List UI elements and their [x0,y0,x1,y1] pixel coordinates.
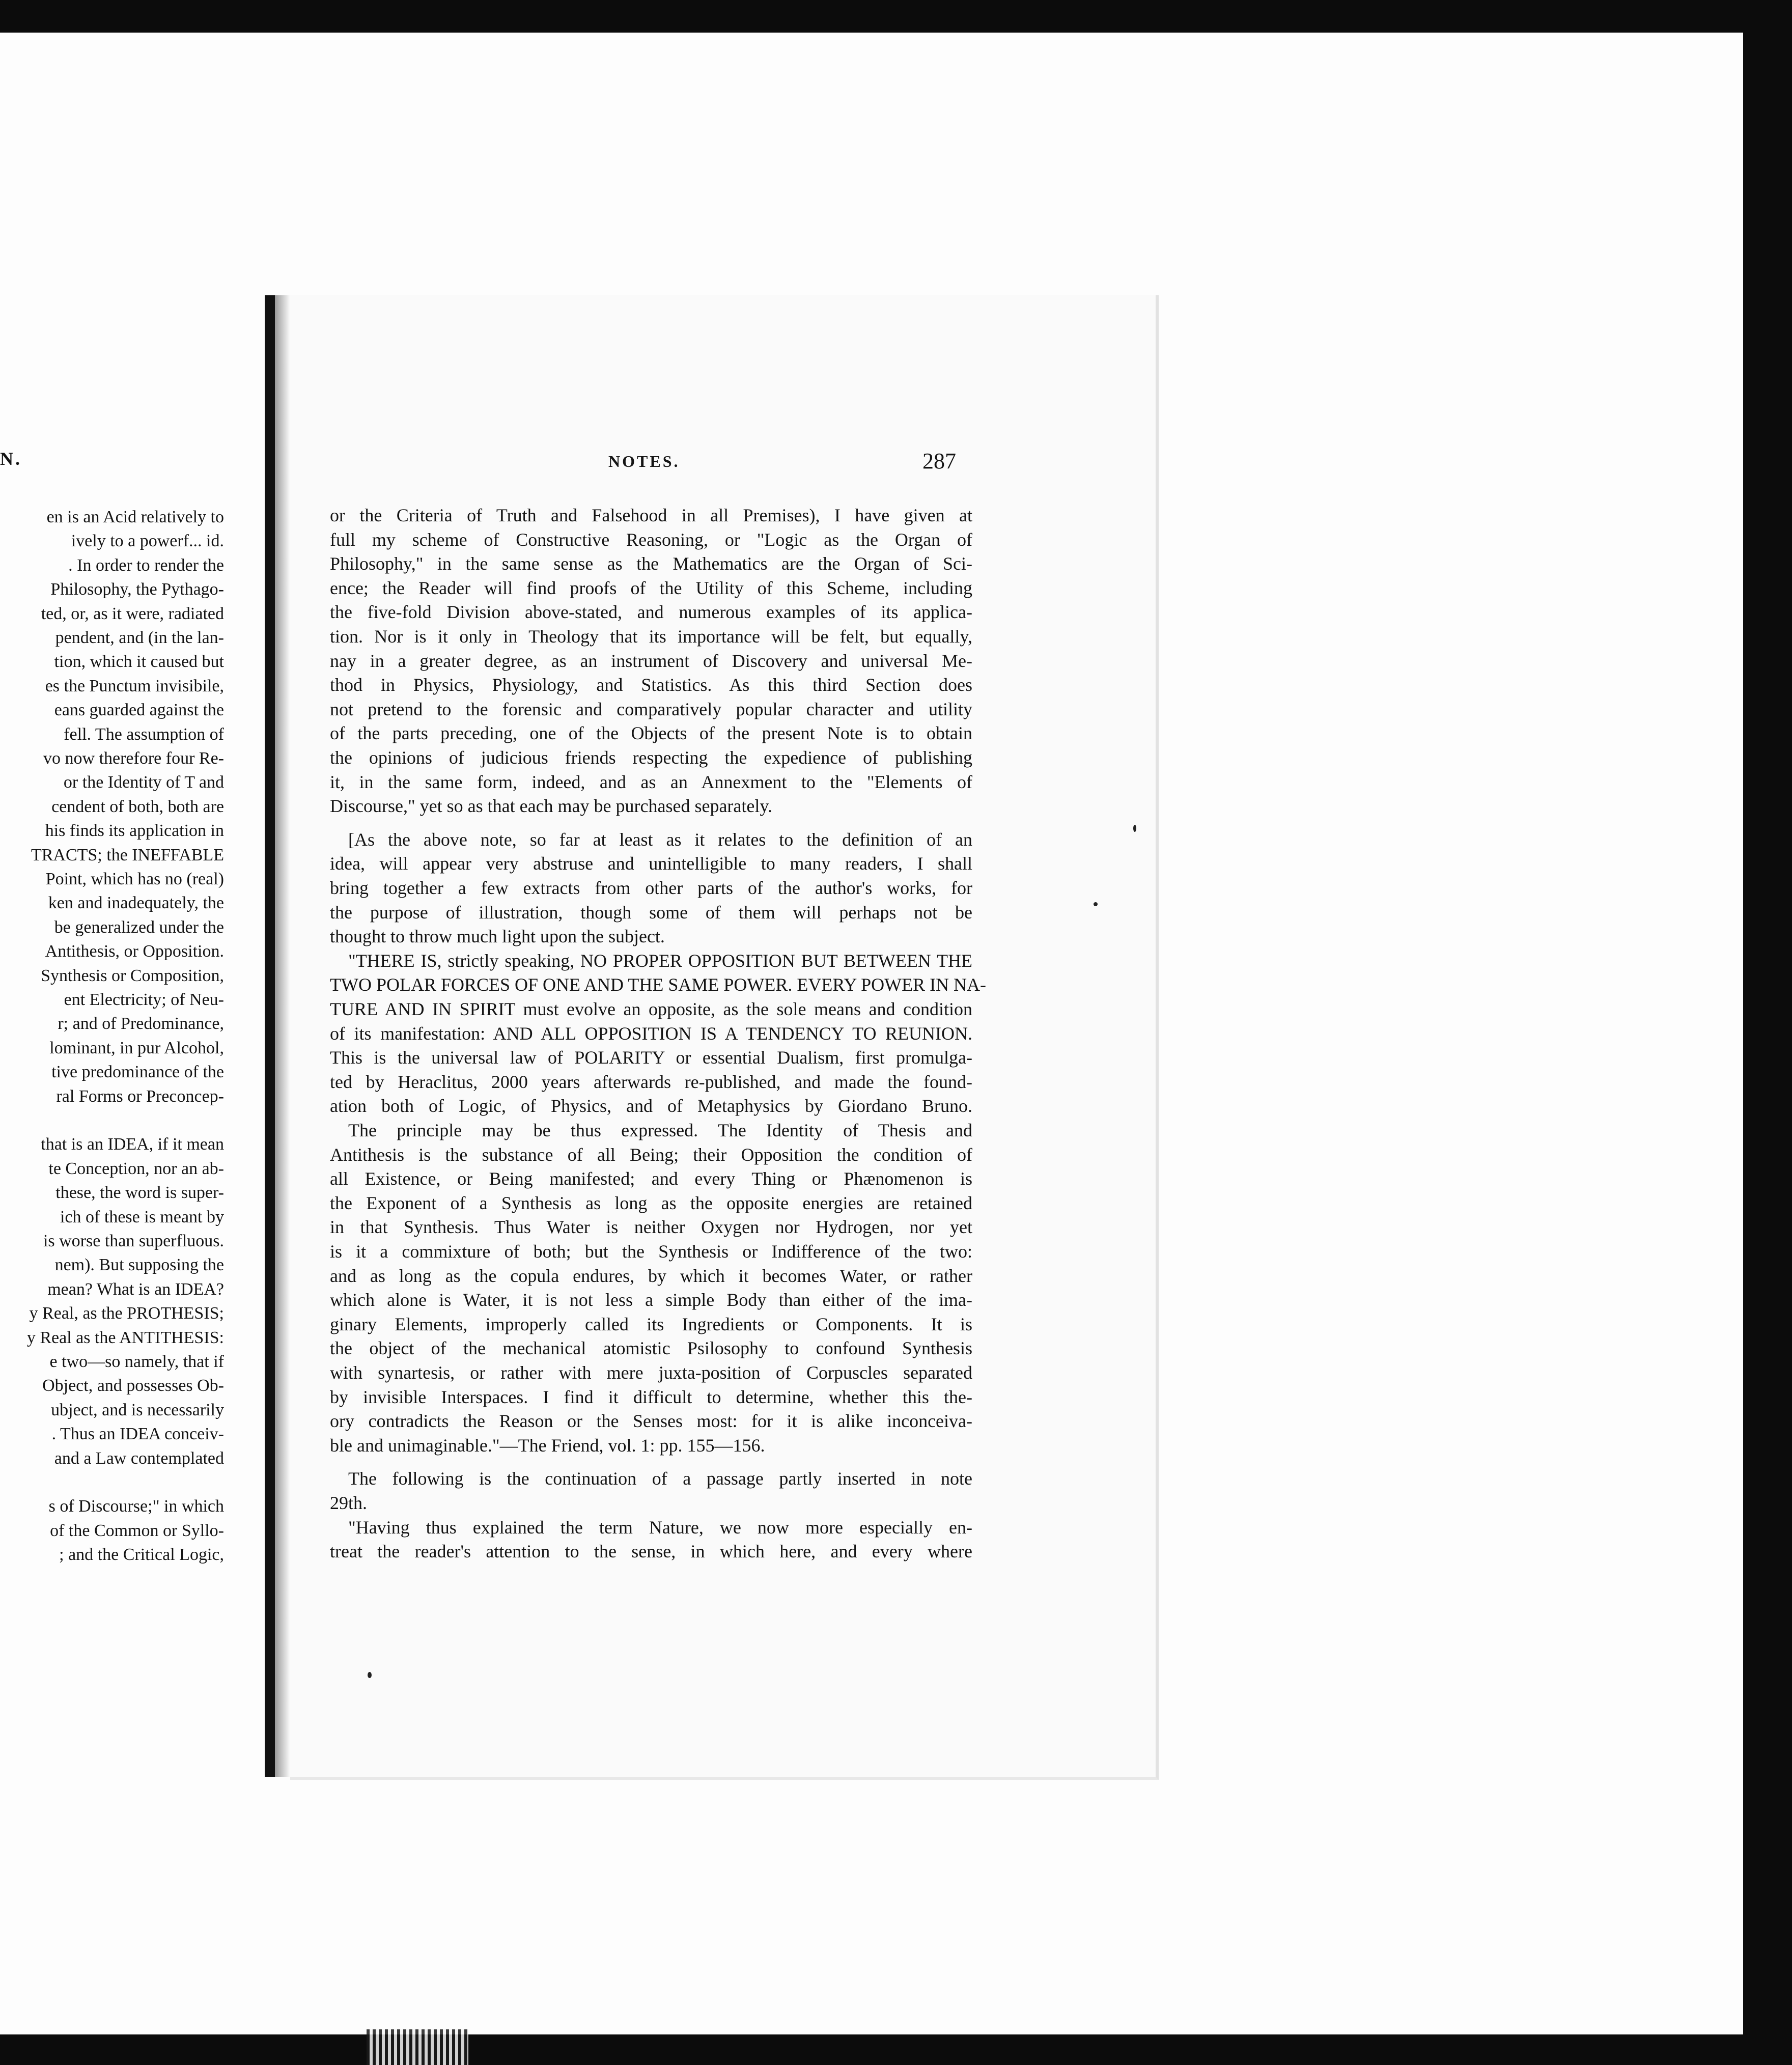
left-text-line: nem). But supposing the [54,1255,224,1275]
left-text-line [0,1108,224,1132]
left-text-line: ken and inadequately, the [48,894,224,913]
left-text-line: eans guarded against the [54,701,224,720]
text-line: thod in Physics, Physiology, and Statistics. As this third Section does [330,675,972,695]
text-line: tion. Nor is it only in Theology that its importance will be felt, but equally, [330,626,972,647]
left-text-line: ively to a powerf... id. [71,532,224,551]
left-text-line: of the Common or Syllo- [50,1521,224,1540]
left-text-line: these, the word is super- [55,1183,224,1203]
text-line: it, in the same form, indeed, and as an Annexment to the "Elements of [330,771,972,792]
text-line: ence; the Reader will find proofs of the Utility of this Scheme, including [330,577,972,598]
text-line: "Having thus explained the term Nature, we now more especially en- [348,1517,972,1538]
text-line: or the Criteria of Truth and Falsehood in all Premises), I have given at [330,505,972,525]
left-text-line: es the Punctum invisibile, [45,676,224,695]
text-line: in that Synthesis. Thus Water is neither Oxygen nor Hydrogen, nor yet [330,1217,972,1238]
text-line: by invisible Interspaces. I find it difficult to determine, whether this the- [330,1386,972,1407]
text-line: The following is the continuation of a passage partly inserted in note [348,1468,972,1489]
text-line: bring together a few extracts from other parts of the author's works, for [330,878,972,898]
left-running-head: N. [0,449,22,469]
left-text-line: te Conception, nor an ab- [48,1159,224,1178]
text-line: is it a commixture of both; but the Synthesis or Indifference of the two: [330,1241,972,1262]
left-text-line: TRACTS; the INEFFABLE [31,845,224,864]
text-line: the opinions of judicious friends respecting the expedience of publishing [330,747,972,768]
text-line: with synartesis, or rather with mere juxta-position of Corpuscles separated [330,1362,972,1383]
left-text-line: or the Identity of T and [63,773,224,792]
text-line: the object of the mechanical atomistic Psilosophy to confound Synthesis [330,1338,972,1359]
text-line: thought to throw much light upon the subject. [330,926,665,947]
text-line: the purpose of illustration, though some of them will perhaps not be [330,902,972,923]
left-text-line: ich of these is meant by [60,1207,224,1226]
spine-shadow [275,295,290,1777]
left-text-line: y Real as the ANTITHESIS: [26,1328,224,1347]
left-text-line: Philosophy, the Pythago- [50,580,224,599]
scan-speck [1133,825,1136,832]
text-line: The principle may be thus expressed. The Identity of Thesis and [348,1120,972,1140]
text-line: This is the universal law of POLARITY or essential Dualism, first promulga- [330,1047,972,1068]
left-text-line: y Real, as the PROTHESIS; [29,1304,224,1323]
left-text-line: Antithesis, or Opposition. [45,942,224,961]
left-text-line: that is an IDEA, if it mean [41,1135,224,1154]
left-text-line: tion, which it caused but [54,652,224,672]
page-number: 287 [922,449,956,473]
text-line: [As the above note, so far at least as it relates to the definition of an [348,829,972,850]
text-line: the five-fold Division above-stated, and numerous examples of its applica- [330,602,972,623]
text-line: ation both of Logic, of Physics, and of Metaphysics by Giordano Bruno. [330,1096,972,1117]
text-line: ted by Heraclitus, 2000 years afterwards re-published, and made the found- [330,1071,972,1092]
left-text-line: . Thus an IDEA conceiv- [51,1425,224,1444]
left-text-line: fell. The assumption of [64,724,224,744]
scan-frame-top [0,0,1792,33]
left-text-line: Object, and possesses Ob- [42,1376,224,1396]
text-line: Discourse," yet so as that each may be purchased separately. [330,796,773,817]
left-text-line: Synthesis or Composition, [41,966,224,985]
left-text-line: ted, or, as it were, radiated [41,604,224,623]
text-line: of its manifestation: AND ALL OPPOSITION IS A TENDENCY TO REUNION. [330,1023,972,1044]
left-text-line: pendent, and (in the lan- [55,628,224,647]
left-text-line: vo now therefore four Re- [43,749,224,768]
left-text-line: be generalized under the [54,917,224,937]
left-text-line: en is an Acid relatively to [46,508,224,526]
left-text-line: his finds its application in [45,821,224,841]
text-line: and as long as the copula endures, by which it becomes Water, or rather [330,1265,972,1286]
left-text-line: Point, which has no (real) [45,870,224,888]
left-text-line: ubject, and is necessarily [51,1400,224,1419]
text-line: 29th. [330,1493,368,1513]
text-line: ory contradicts the Reason or the Senses most: for it is alike inconceiva- [330,1411,972,1432]
text-line: ginary Elements, improperly called its Ingredients or Components. It is [330,1314,972,1334]
left-text-line: ent Electricity; of Neu- [64,990,224,1009]
text-line: the Exponent of a Synthesis as long as the opposite energies are retained [330,1192,972,1213]
text-line: nay in a greater degree, as an instrument of Discovery and universal Me- [330,650,972,671]
left-text-line: s of Discourse;" in which [48,1497,224,1516]
left-text-line: and a Law contemplated [54,1448,224,1468]
left-text-line: r; and of Predominance, [58,1014,224,1034]
scan-speck [368,1672,372,1678]
book-spine [265,295,275,1777]
left-text-line: cendent of both, both are [51,797,224,816]
left-text-line: is worse than superfluous. [43,1232,224,1250]
left-text-line: tive predominance of the [51,1063,224,1082]
text-line: full my scheme of Constructive Reasoning, or "Logic as the Organ of [330,529,972,550]
left-text-line: . In order to render the [68,555,224,575]
text-line: idea, will appear very abstruse and unintelligible to many readers, I shall [330,853,972,874]
scan-frame-right [1743,0,1792,2065]
left-text-line: mean? What is an IDEA? [47,1279,224,1299]
text-line: treat the reader's attention to the sense, in which here, and every where [330,1541,972,1562]
text-line: TWO POLAR FORCES OF ONE AND THE SAME POWER. EVERY POWER IN NA- [330,974,987,995]
running-head: NOTES. [608,452,680,470]
text-line: Antithesis is the substance of all Being; their Opposition the condition of [330,1144,972,1165]
text-line: Philosophy," in the same sense as the Mathematics are the Organ of Sci- [330,553,972,574]
scan-speck [1094,902,1098,906]
text-line: all Existence, or Being manifested; and every Thing or Phænomenon is [330,1168,972,1189]
text-line: not pretend to the forensic and comparatively popular character and utility [330,699,972,719]
text-line: TURE AND IN SPIRIT must evolve an opposite, as the sole means and condition [330,999,972,1019]
text-line: "THERE IS, strictly speaking, NO PROPER OPPOSITION BUT BETWEEN THE [348,950,972,971]
left-text-line: ; and the Critical Logic, [59,1545,224,1565]
left-text-line: e two—so namely, that if [49,1352,224,1371]
text-line: which alone is Water, it is not less a simple Body than either of the ima- [330,1290,972,1310]
left-text-line: lominant, in pur Alcohol, [49,1038,224,1057]
scan-frame-bottom [0,2034,1792,2065]
left-text-line [0,1470,224,1494]
text-line: of the parts preceding, one of the Objects of the present Note is to obtain [330,723,972,744]
left-text-line: ral Forms or Preconcep- [56,1086,224,1106]
scan-artifact [367,2029,468,2065]
text-line: ble and unimaginable."—The Friend, vol. 1: pp. 155—156. [330,1435,765,1456]
